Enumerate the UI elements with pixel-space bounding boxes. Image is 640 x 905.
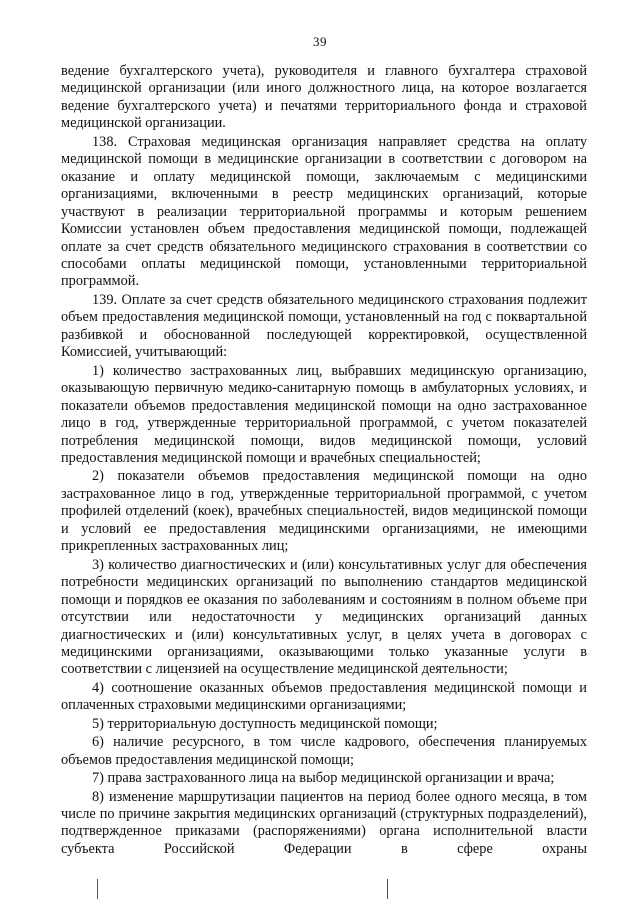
list-item-6: 6) наличие ресурсного, в том числе кадрового, обеспечения планируемых объемов предоставления медицинской помощи; — [61, 734, 587, 768]
list-item-3: 3) количество диагностических и (или) консультативных услуг для обеспечения потребности медицинских организаций по выполнению стандартов медицинской помощи и порядков ее оказания по заболеваниям и состояниям в полном объеме при отсутствии или недостаточности у медицинских организаций данных диагностических и (или) консультативных услуг, в целях учета в договорах с медицинскими организациями, оказывающими только указанные услуги в соответствии с лицензией на осуществление медицинской деятельности; — [61, 556, 587, 678]
page-number: 39 — [313, 34, 327, 49]
paragraph-continuation: ведение бухгалтерского учета), руководителя и главного бухгалтера страховой медицинской организации (или иного должностного лица, на которое возлагается ведение бухгалтерского учета) и печатями территориального фонда и страховой медицинской организации. — [61, 63, 587, 132]
list-item-5: 5) территориальную доступность медицинской помощи; — [92, 715, 438, 732]
scan-edge-mark-left — [97, 879, 98, 899]
scan-edge-mark-center — [387, 879, 388, 899]
document-body — [61, 63, 587, 858]
list-item-7: 7) права застрахованного лица на выбор медицинской организации и врача; — [92, 770, 555, 787]
list-item-8: 8) изменение маршрутизации пациентов на период более одного месяца, в том числе по причине закрытия медицинских организаций (структурных подразделений), подтвержденное приказами (распоряжениями) органа исполнительной власти субъекта Российской Федерации в сфере охраны — [61, 788, 587, 857]
paragraph-139: 139. Оплате за счет средств обязательного медицинского страхования подлежит объем предоставления медицинской помощи, установленный на год с поквартальной разбивкой и обоснованной последующей корректировкой, осуществленной Комиссией, учитывающий: — [61, 291, 587, 361]
paragraph-138: 138. Страховая медицинская организация направляет средства на оплату медицинской помощи в медицинские организации в соответствии с договором на оказание и оплату медицинской помощи, заключаемым с медицинскими организациями, включенными в реестр медицинских организаций, которые участвуют в реализации территориальной программы и которым решением Комиссии установлен объем предоставления медицинской помощи, подлежащей оплате за счет средств обязательного медицинского страхования в соответствии со способами оплаты медицинской помощи, установленными территориальной программой. — [61, 133, 587, 290]
list-item-4: 4) соотношение оказанных объемов предоставления медицинской помощи и оплаченных страховыми медицинскими организациями; — [61, 679, 587, 714]
list-item-1: 1) количество застрахованных лиц, выбравших медицинскую организацию, оказывающую первичную медико-санитарную помощь в амбулаторных условиях, и показатели объемов предоставления медицинской помощи на одно застрахованное лицо в год, утвержденные территориальной программой, с учетом показателей потребления медицинской помощи, видов медицинской помощи, условий предоставления медицинской помощи и врачебных специальностей; — [61, 362, 587, 466]
list-item-2: 2) показатели объемов предоставления медицинской помощи на одно застрахованное лицо в год, утвержденные территориальной программой, с учетом профилей отделений (коек), врачебных специальностей, видов медицинской помощи и условий ее предоставления медицинскими организациями, не имеющими прикрепленных застрахованных лиц; — [61, 468, 587, 555]
